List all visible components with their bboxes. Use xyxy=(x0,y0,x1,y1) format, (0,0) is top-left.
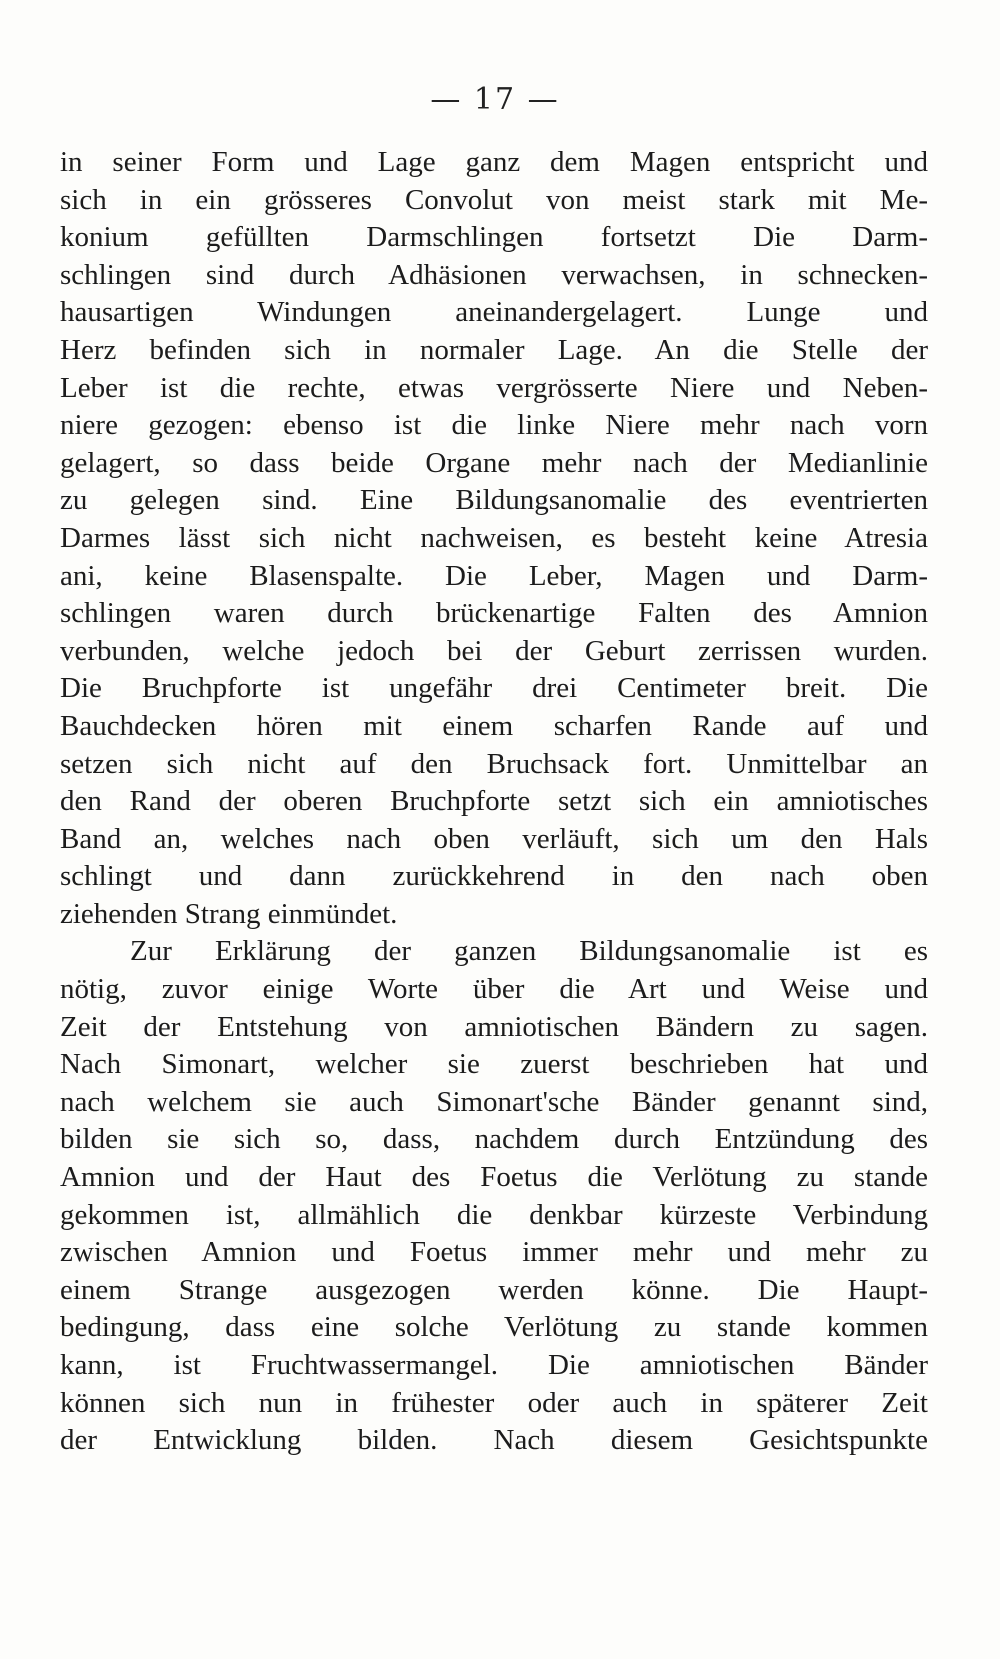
text-line: einem Strange ausgezogen werden könne. Die Haupt- xyxy=(60,1273,928,1306)
text-line: Darmes lässt sich nicht nachweisen, es besteht keine Atresia xyxy=(60,521,928,554)
text-line: Bauchdecken hören mit einem scharfen Rande auf und xyxy=(60,709,928,742)
text-line: Leber ist die rechte, etwas vergrösserte Niere und Neben- xyxy=(60,371,928,404)
text-line: Herz befinden sich in normaler Lage. An die Stelle der xyxy=(60,333,928,366)
text-line: Band an, welches nach oben verläuft, sich um den Hals xyxy=(60,822,928,855)
body-text xyxy=(60,144,928,1460)
text-line: schlingt und dann zurückkehrend in den nach oben xyxy=(60,860,928,893)
text-line: niere gezogen: ebenso ist die linke Niere mehr nach vorn xyxy=(60,409,928,442)
text-line: sich in ein grösseres Convolut von meist stark mit Me- xyxy=(60,183,928,216)
text-line: Zeit der Entstehung von amniotischen Bändern zu sagen. xyxy=(60,1010,928,1043)
text-line: schlingen sind durch Adhäsionen verwachsen, in schnecken- xyxy=(60,258,928,291)
text-line: schlingen waren durch brückenartige Falten des Amnion xyxy=(60,597,928,630)
text-line: verbunden, welche jedoch bei der Geburt zerrissen wurden. xyxy=(60,634,928,667)
text-line: konium gefüllten Darmschlingen fortsetzt Die Darm- xyxy=(60,221,928,254)
text-line: Die Bruchpforte ist ungefähr drei Centimeter breit. Die xyxy=(60,672,928,705)
text-line: ani, keine Blasenspalte. Die Leber, Magen und Darm- xyxy=(60,559,928,592)
page-number: — 17 — xyxy=(430,82,560,117)
text-line: bilden sie sich so, dass, nachdem durch Entzündung des xyxy=(60,1123,928,1156)
text-line: kann, ist Fruchtwassermangel. Die amniotischen Bänder xyxy=(60,1349,928,1381)
text-line: nach welchem sie auch Simonart'sche Bänder genannt sind, xyxy=(60,1085,928,1118)
text-line: in seiner Form und Lage ganz dem Magen entspricht und xyxy=(60,146,928,178)
text-line: nötig, zuvor einige Worte über die Art und Weise und xyxy=(60,973,928,1006)
text-line: gekommen ist, allmählich die denkbar kürzeste Verbindung xyxy=(60,1198,928,1231)
text-line: gelagert, so dass beide Organe mehr nach der Medianlinie xyxy=(60,446,928,479)
text-line: bedingung, dass eine solche Verlötung zu stande kommen xyxy=(60,1311,928,1344)
text-line: können sich nun in frühester oder auch in späterer Zeit xyxy=(60,1386,928,1419)
paragraph-start-line: Zur Erklärung der ganzen Bildungsanomalie ist es xyxy=(130,935,928,968)
text-line: den Rand der oberen Bruchpforte setzt sich ein amniotisches xyxy=(60,785,928,818)
text-line: zwischen Amnion und Foetus immer mehr und mehr zu xyxy=(60,1236,928,1269)
text-line: der Entwicklung bilden. Nach diesem Gesichtspunkte xyxy=(60,1424,928,1457)
text-line: hausartigen Windungen aneinandergelagert. Lunge und xyxy=(60,296,928,329)
text-line: setzen sich nicht auf den Bruchsack fort. Unmittelbar an xyxy=(60,747,928,780)
text-line: zu gelegen sind. Eine Bildungsanomalie des eventrierten xyxy=(60,484,928,517)
text-line: Amnion und der Haut des Foetus die Verlötung zu stande xyxy=(60,1161,928,1194)
paragraph-end-line: ziehenden Strang einmündet. xyxy=(60,897,398,930)
text-line: Nach Simonart, welcher sie zuerst beschrieben hat und xyxy=(60,1048,928,1081)
